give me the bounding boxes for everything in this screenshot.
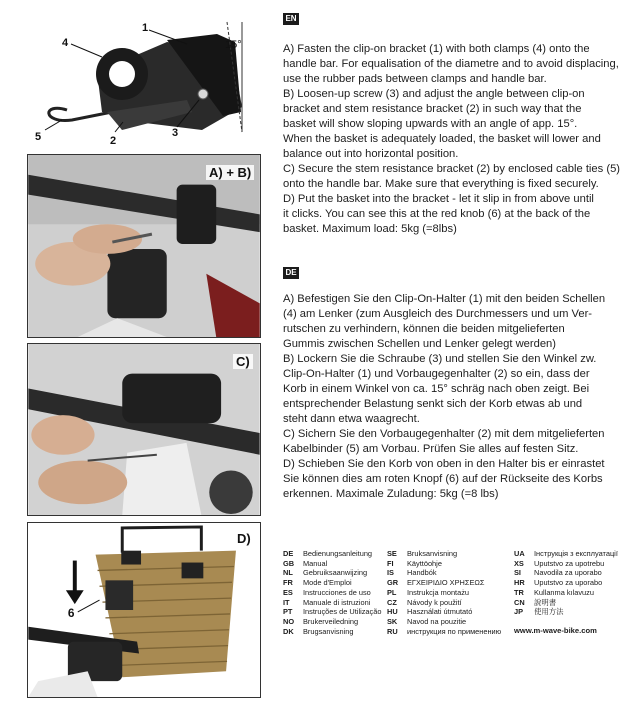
manual-item: FR Mode d'Emploi <box>283 578 352 588</box>
manual-item: HU Használati útmutató <box>387 607 473 617</box>
manual-item: PT Instruções de Utilização <box>283 607 382 617</box>
step-ab-photo <box>27 154 261 338</box>
manual-item: UA Інструкція з експлуатації <box>514 549 618 558</box>
manual-item: PL Instrukcja montażu <box>387 587 470 597</box>
callout-1: 1 <box>142 22 149 34</box>
manual-item: CN 說明書 <box>514 597 557 607</box>
step-d-photo <box>27 522 261 698</box>
de-line: rutschen zu verhindern, können die beiden mitgelieferten <box>283 323 565 335</box>
instructions-en <box>283 42 633 237</box>
de-line: B) Lockern Sie die Schraube (3) und stellen Sie den Winkel zw. <box>283 353 597 365</box>
callout-4: 4 <box>62 37 69 49</box>
manual-column-3 <box>514 549 618 617</box>
manual-item: IT Manuale di istruzioni <box>283 597 371 607</box>
manual-item: ES Instrucciones de uso <box>283 587 371 597</box>
website-link[interactable]: www.m-wave-bike.com <box>514 626 597 635</box>
step-c-illustration <box>28 344 260 515</box>
manual-item: XS Uputstvo za upotrebu <box>514 558 605 568</box>
de-line: steht dann etwa waagrecht. <box>283 413 420 425</box>
en-line: balance out into horizontal position. <box>283 148 459 160</box>
de-line: A) Befestigen Sie den Clip-On-Halter (1) mit den beiden Schellen <box>283 293 606 305</box>
step-c-photo <box>27 343 261 516</box>
en-line: handle bar. For equalisation of the diametre and to avoid displacing, <box>283 58 619 70</box>
manual-item: DE Bedienungsanleitung <box>283 549 373 558</box>
de-line: D) Schieben Sie den Korb von oben in den Halter bis er einrastet <box>283 458 605 470</box>
en-line: bracket and stem resistance bracket (2) in such way that the <box>283 103 582 115</box>
manual-item: RU инструкция по применению <box>387 626 502 636</box>
de-line: entsprechender Belastung senkt sich der Korb etwas ab und <box>283 398 583 410</box>
manual-item: NL Gebruiksaanwijzing <box>283 568 368 578</box>
step-d-label: D) <box>234 531 254 546</box>
en-line: basket will show sloping upwards with an angle of app. 15°. <box>283 118 578 130</box>
manual-column-1 <box>283 549 381 636</box>
callout-6: 6 <box>67 605 75 620</box>
en-line: B) Loosen-up screw (3) and adjust the angle between clip-on <box>283 88 585 100</box>
lang-badge-de: DE <box>283 267 299 279</box>
instructions-de <box>283 292 633 502</box>
manual-item: SI Navodila za uporabo <box>514 568 602 578</box>
manual-item: FI Käyttöohje <box>387 558 442 568</box>
manual-item: JP 使用方法 <box>514 607 564 617</box>
manual-column-2 <box>387 549 501 636</box>
step-c-label: C) <box>233 354 253 369</box>
manual-item: TR Kullanma kılavuzu <box>514 587 594 597</box>
angle-label: 15° <box>225 39 242 51</box>
de-line: C) Sichern Sie den Vorbaugegenhalter (2) mit dem mitgelieferten <box>283 428 605 440</box>
callout-5: 5 <box>35 131 42 143</box>
manual-item: GB Manual <box>283 558 328 568</box>
en-line: D) Put the basket into the bracket - let it slip in from above until <box>283 193 594 205</box>
en-line: C) Secure the stem resistance bracket (2) by enclosed cable ties (5) <box>283 163 621 175</box>
en-line: onto the handle bar. Make sure that everything is fixed securely. <box>283 178 599 190</box>
callout-3: 3 <box>172 127 179 139</box>
step-ab-label: A) + B) <box>206 165 254 180</box>
de-line: Kabelbinder (5) am Vorbau. Prüfen Sie alles auf festen Sitz. <box>283 443 579 455</box>
manual-item: IS Handbók <box>387 568 437 578</box>
manual-item: SE Bruksanvisning <box>387 549 458 558</box>
en-line: basket. Maximum load: 5kg (=8lbs) <box>283 223 457 235</box>
step-d-illustration <box>28 523 260 697</box>
de-line: Clip-On-Halter (1) und Vorbaugegenhalter (2) so ein, dass der <box>283 368 590 380</box>
de-line: Gummis zwischen Schellen und Lenker gelegt werden) <box>283 338 556 350</box>
bracket-diagram-illustration <box>27 12 261 152</box>
manual-item: HR Uputstvo za uporabo <box>514 578 603 588</box>
en-line: use the rubber pads between clamps and handle bar. <box>283 73 547 85</box>
manual-item: SK Navod na pouzitie <box>387 616 467 626</box>
callout-2: 2 <box>110 135 117 147</box>
en-line: it clicks. You can see this at the red knob (6) at the back of the <box>283 208 591 220</box>
de-line: Korb in einem Winkel von ca. 15° schräg nach oben zeigt. Bei <box>283 383 590 395</box>
manual-item: DK Brugsanvisning <box>283 626 354 636</box>
step-ab-illustration <box>28 155 260 337</box>
manual-item: NO Brukerveiledning <box>283 616 359 626</box>
bracket-diagram-photo <box>27 12 261 152</box>
lang-badge-en: EN <box>283 13 299 25</box>
en-line: A) Fasten the clip-on bracket (1) with both clamps (4) onto the <box>283 43 590 55</box>
de-line: erkennen. Maximale Zuladung: 5kg (=8 lbs) <box>283 488 499 500</box>
en-line: When the basket is adequately loaded, the basket will lower and <box>283 133 601 145</box>
de-line: Sie können dies am roten Knopf (6) auf der Rückseite des Korbs <box>283 473 603 485</box>
manual-item: GR ΕΓΧΕΙΡΙΔΙΟ ΧΡΗΣΕΩΣ <box>387 578 485 588</box>
de-line: (4) am Lenker (zum Ausgleich des Durchmessers und um Ver- <box>283 308 593 320</box>
manual-item: CZ Návody k použití <box>387 597 462 607</box>
